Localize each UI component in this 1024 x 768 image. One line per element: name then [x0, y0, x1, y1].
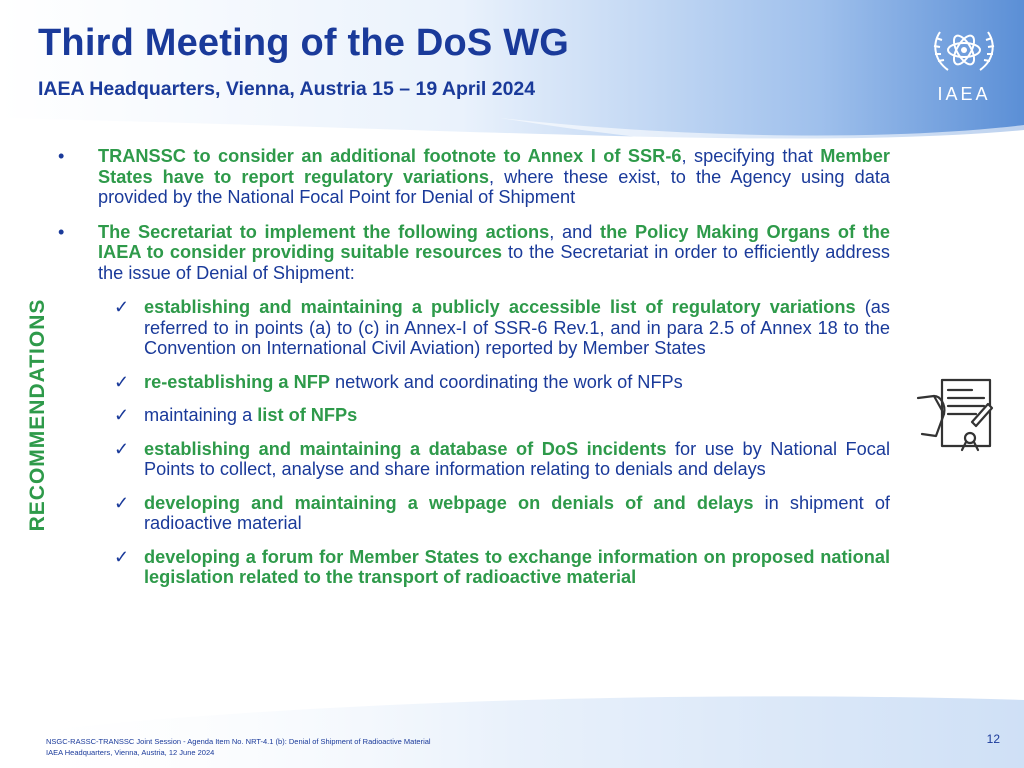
footer-line: IAEA Headquarters, Vienna, Austria, 12 June 2024	[46, 748, 215, 757]
check-item	[56, 405, 890, 426]
highlight-text: TRANSSC to consider an additional footnote to Annex I of SSR-6	[98, 146, 682, 166]
check-icon: ✓	[114, 438, 130, 459]
highlight-text: establishing and maintaining a publicly accessible list of regulatory variations	[144, 297, 856, 317]
highlight-text: list of NFPs	[257, 405, 358, 425]
check-item	[56, 297, 890, 359]
check-icon: ✓	[114, 371, 130, 392]
slide-subtitle: IAEA Headquarters, Vienna, Austria 15 – 19 April 2024	[38, 78, 536, 100]
slide-title: Third Meeting of the DoS WG	[38, 22, 570, 64]
body-text: , specifying that	[681, 146, 821, 166]
body-text: , and	[549, 221, 601, 242]
bullet-item	[56, 146, 890, 208]
body-text: for use by National Focal Points to collect, analyse and share information relating to denials and delays	[144, 438, 890, 479]
check-icon: ✓	[114, 546, 130, 567]
page-number: 12	[986, 732, 1000, 746]
check-item	[56, 493, 890, 534]
bullet-item	[56, 222, 890, 284]
body-text: network and coordinating the work of NFPs	[329, 371, 683, 392]
highlight-text: the Policy Making Organs of the IAEA to consider providing suitable resources	[98, 221, 890, 262]
check-icon: ✓	[114, 405, 130, 425]
body-text: to the Secretariat in order to efficiently address the issue of Denial of Shipment:	[98, 242, 890, 283]
check-item	[56, 372, 890, 393]
body-text: , where these exist, to the Agency using data provided by the National Focal Point for Denial of Shipment	[98, 166, 890, 207]
highlight-text: developing and maintaining a webpage on denials of and delays	[144, 492, 754, 513]
check-icon: ✓	[114, 297, 130, 317]
highlight-text: developing a forum for Member States to exchange information on proposed national legislation related to the transport of radioactive material	[144, 546, 890, 587]
check-icon: ✓	[114, 492, 130, 513]
body-text: in shipment of radioactive material	[144, 492, 890, 533]
footer	[46, 736, 431, 758]
document-signing-icon	[914, 376, 998, 454]
logo-wordmark: IAEA	[937, 84, 991, 104]
highlight-text: establishing and maintaining a database of DoS incidents	[144, 438, 667, 459]
recommendations-list	[56, 146, 890, 601]
footer-line: NSGC-RASSC-TRANSSC Joint Session - Agenda Item No. NRT-4.1 (b): Denial of Shipment of Radioactive Material	[46, 737, 431, 746]
check-item	[56, 439, 890, 480]
body-text: maintaining a	[144, 405, 258, 425]
highlight-text: The Secretariat to implement the following actions	[98, 221, 550, 242]
bullet-marker: •	[58, 221, 65, 242]
highlight-text: Member States have to report regulatory variations	[98, 146, 890, 187]
recommendations-label: RECOMMENDATIONS	[26, 298, 49, 532]
check-item	[56, 547, 890, 588]
body-text: (as referred to in points (a) to (c) in Annex-I of SSR-6 Rev.1, and in para 2.5 of Annex 18 to the Convention on International Civil Aviation) reported by Member States	[144, 297, 890, 358]
highlight-text: re-establishing a NFP	[144, 371, 330, 392]
bullet-marker: •	[58, 146, 65, 166]
